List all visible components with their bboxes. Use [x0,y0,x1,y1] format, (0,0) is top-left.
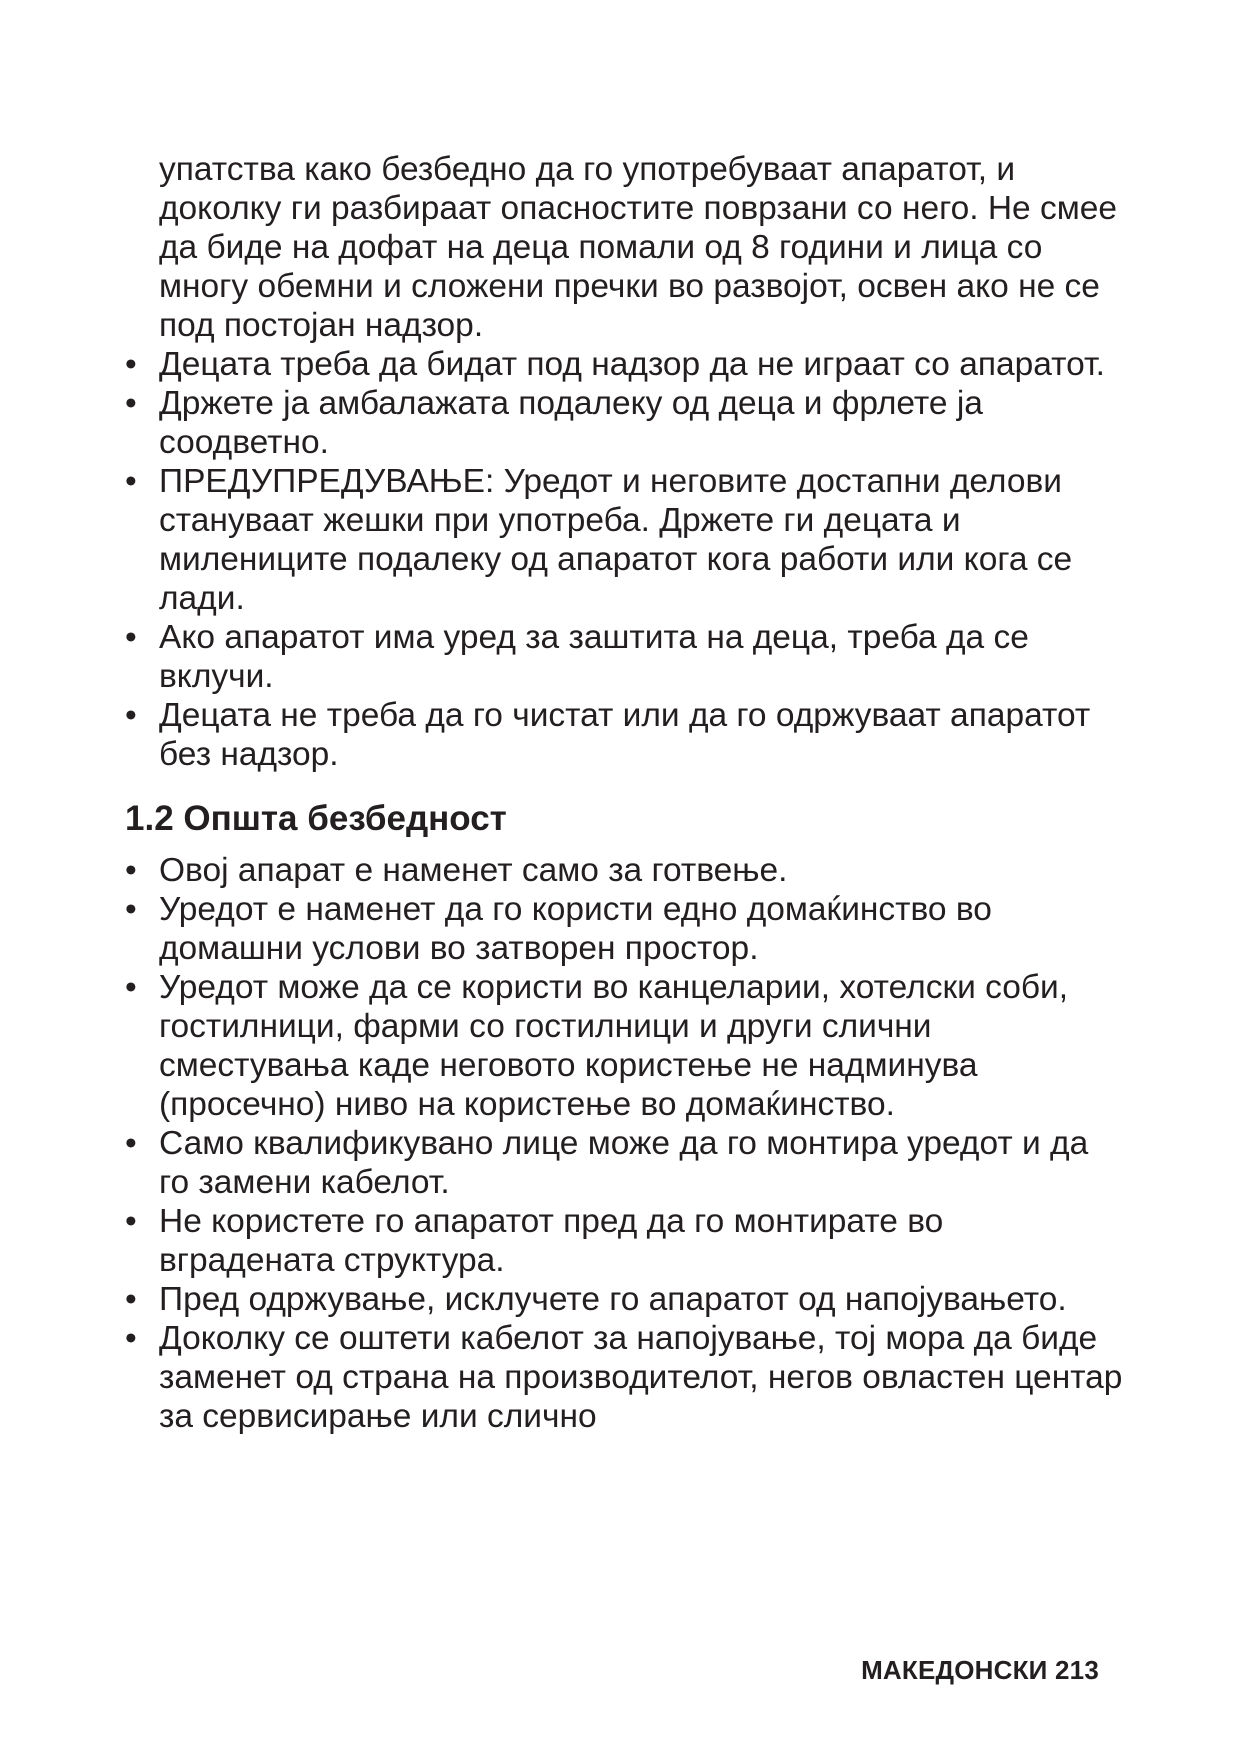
list-item-text: Овој апарат е наменет само за готвење. [159,852,788,889]
page-footer [861,1655,1099,1686]
list-item-text: Пред одржување, исклучете го апаратот од напојувањето. [159,1281,1067,1318]
bullet-icon: • [125,346,137,383]
child-safety-list [125,345,1125,774]
bullet-icon: • [125,969,137,1006]
list-item-text: Уредот може да се користи во канцеларии, хотелски соби, гостилници, фарми со гостилници и други слични сместувања каде неговото користење не надминува (просечно) ниво на користење во домаќинство. [159,969,1069,1123]
list-item [125,1124,1125,1202]
continuation-paragraph: упатства како безбедно да го употребуваат апаратот, и доколку ги разбираат опасностите поврзани со него. Не смее да биде на дофат на деца помали од 8 години и лица со многу обемни и сложени пречки во развојот, освен ако не се под постојан надзор. [159,151,1117,344]
bullet-icon: • [125,852,137,889]
list-item-text: Не користете го апаратот пред да го монтирате во вградената структура. [159,1203,944,1279]
bullet-icon: • [125,697,137,734]
bullet-icon: • [125,1203,137,1240]
general-safety-list [125,851,1125,1436]
list-item [125,1280,1125,1319]
bullet-icon: • [125,1125,137,1162]
bullet-icon: • [125,463,137,500]
list-item [125,851,1125,890]
bullet-icon: • [125,1281,137,1318]
list-item [125,1202,1125,1280]
list-item [125,462,1125,618]
list-item-text: ПРЕДУПРЕДУВАЊЕ: Уредот и неговите достапни делови стануваат жешки при употреба. Држете ги децата и милениците подалеку од апаратот кога работи или кога се лади. [159,463,1073,617]
list-item [125,696,1125,774]
list-item-text: Ако апаратот има уред за заштита на деца, треба да се вклучи. [159,619,1029,695]
bullet-icon: • [125,619,137,656]
list-item-text: Само квалификувано лице може да го монтира уредот и да го замени кабелот. [159,1125,1089,1201]
section-heading: 1.2 Општа безбедност [125,799,507,838]
list-item [125,384,1125,462]
list-item [125,1319,1125,1436]
list-item-text: Доколку се оштети кабелот за напојување, тој мора да биде заменет од страна на производителот, негов овластен центар за сервисирање или слично [159,1320,1123,1435]
list-item [125,618,1125,696]
list-item-text: Држете ја амбалажата подалеку од деца и фрлете ја соодветно. [159,385,983,461]
bullet-icon: • [125,1320,137,1357]
list-item [125,890,1125,968]
list-item-text: Децата треба да бидат под надзор да не играат со апаратот. [159,346,1105,383]
page-number: 213 [1055,1655,1099,1685]
page-content [125,150,1125,1436]
bullet-icon: • [125,891,137,928]
list-item-text: Децата не треба да го чистат или да го одржуваат апаратот без надзор. [159,697,1091,773]
list-item [125,968,1125,1124]
bullet-icon: • [125,385,137,422]
list-item-text: Уредот е наменет да го користи едно домаќинство во домашни услови во затворен простор. [159,891,992,967]
list-item [125,345,1125,384]
footer-language: МАКЕДОНСКИ [861,1655,1048,1685]
